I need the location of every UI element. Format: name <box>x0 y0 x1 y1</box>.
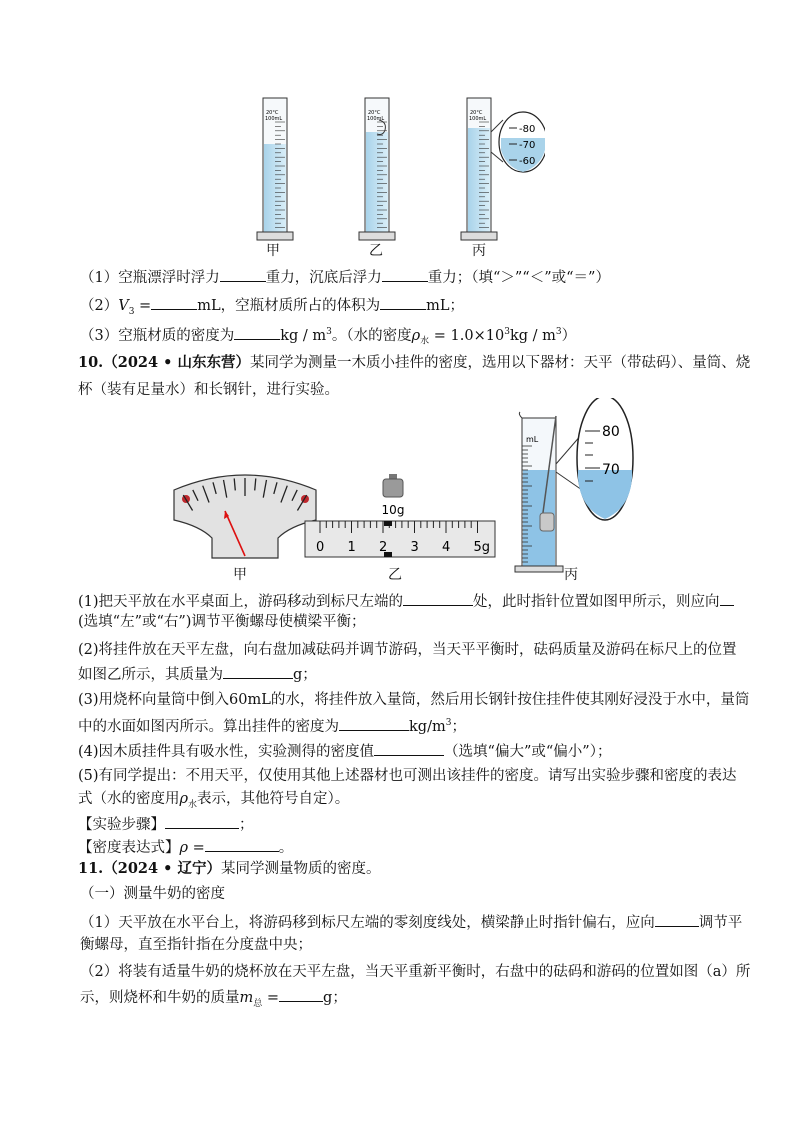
sup: 3 <box>445 718 452 728</box>
value: = 1.0×10 <box>429 327 505 344</box>
paren: ） <box>561 327 577 344</box>
q9-part3-text: （3）空瓶材质的密度为 <box>80 327 235 344</box>
symbol-v: V <box>118 298 129 314</box>
q9-part1-text: （1）空瓶漂浮时浮力 <box>80 270 220 286</box>
symbol-sub: 3 <box>128 306 135 317</box>
q11-part1 <box>80 911 742 933</box>
figure-caption-bing: 丙 <box>472 243 486 259</box>
equals: = <box>134 298 152 314</box>
cylinder-volume-label: 100mL <box>469 116 487 122</box>
answer-blank[interactable] <box>720 590 734 606</box>
answer-blank[interactable] <box>279 986 323 1002</box>
symbol-m: m <box>239 990 254 1006</box>
answer-blank[interactable] <box>403 590 473 606</box>
cylinder-temp-label: 20°C <box>266 110 279 116</box>
question-number: 10. <box>78 354 104 371</box>
text: (1)把天平放在水平桌面上，游码移动到标尺左端的 <box>78 594 404 610</box>
text: ； <box>451 718 466 735</box>
q9-part1 <box>80 266 610 288</box>
ruler-label: 4 <box>442 540 451 555</box>
question-source: （2024 • 山东东营） <box>103 354 250 371</box>
figure-caption-yi: 乙 <box>369 243 383 259</box>
q11-part2-cont <box>80 986 347 1014</box>
unit: kg / m <box>280 327 327 344</box>
sub: 水 <box>188 799 198 810</box>
q10-stem-line1 <box>78 353 750 373</box>
text: g； <box>293 667 317 683</box>
q10-part2: (2)将挂件放在天平左盘，向右盘加减砝码并调节游码，当天平平衡时，砝码质量及游码在标尺上的位置 <box>78 642 737 658</box>
sub: 水 <box>420 336 430 347</box>
cylinders-figure <box>255 92 545 262</box>
figure-caption-jia: 甲 <box>266 243 280 259</box>
q10-caption-bing: 丙 <box>564 567 578 583</box>
zoom-70: 70 <box>602 462 620 478</box>
question-number: 11. <box>78 860 104 877</box>
symbol-rho: ρ <box>179 840 189 856</box>
q10-stem: 某同学为测量一木质小挂件的密度，选用以下器材：天平（带砝码）、量筒、烧 <box>249 355 751 371</box>
ruler-label: 3 <box>410 540 419 555</box>
q9-part2-text: mL，空瓶材质所占的体积为 <box>197 298 381 314</box>
text: 【实验步骤】 <box>78 817 165 833</box>
zoom-label: -80 <box>519 124 536 135</box>
zoom-circle <box>491 112 545 172</box>
graduated-cylinder <box>257 98 293 240</box>
cylinder-volume-label: 100mL <box>265 116 283 122</box>
text: 。 <box>278 840 294 856</box>
q11-section: （一）测量牛奶的密度 <box>80 886 225 902</box>
q10-part1 <box>78 590 734 612</box>
q10-part5-cont <box>78 789 349 815</box>
q10-steps <box>78 813 254 835</box>
q11-part2: （2）将装有适量牛奶的烧杯放在天平左盘，当天平重新平衡时，右盘中的砝码和游码的位置如图（a）所 <box>80 964 751 980</box>
unit: kg / m <box>509 327 556 344</box>
q10-part5: (5)有同学提出：不用天平，仅使用其他上述器材也可测出该挂件的密度。请写出实验步骤和密度的表达 <box>78 768 737 784</box>
equals: = <box>262 990 280 1006</box>
text: kg/m <box>409 718 446 735</box>
answer-blank[interactable] <box>234 324 280 340</box>
answer-blank[interactable] <box>380 294 426 310</box>
weight-label: 10g <box>381 503 405 517</box>
text: g； <box>323 990 347 1006</box>
q10-stem-line2: 杯（装有足量水）和长钢针，进行实验。 <box>78 382 339 398</box>
sup: 3 <box>504 327 510 337</box>
text: （1）天平放在水平台上，将游码移到标尺左端的零刻度线处，横梁静止时指针偏右，应向 <box>80 915 655 931</box>
text: 【密度表达式】 <box>78 840 180 856</box>
q11-title: 某同学测量物质的密度。 <box>220 861 381 877</box>
sub: 总 <box>253 998 263 1009</box>
q10-part3-cont <box>78 713 466 737</box>
rider-ruler <box>305 521 495 557</box>
symbol-rho: ρ <box>179 791 189 807</box>
answer-blank[interactable] <box>339 715 409 731</box>
ruler-label: 1 <box>347 540 356 555</box>
zoom-label: -70 <box>519 140 536 151</box>
ruler-label: 5g <box>473 540 491 555</box>
q9-part2-num: （2） <box>80 298 119 314</box>
q10-part1-cont: (选填“左”或“右”)调节平衡螺母使横梁平衡； <box>78 614 366 630</box>
answer-blank[interactable] <box>205 836 279 852</box>
cylinder-temp-label: 20°C <box>368 110 381 116</box>
q10-part3: (3)用烧杯向量筒中倒入60mL的水，将挂件放入量筒，然后用长钢针按住挂件使其刚好浸没于水中，量筒 <box>78 692 750 708</box>
text: 表示，其他符号自定）。 <box>197 791 350 807</box>
q10-part4 <box>78 740 611 762</box>
ruler-label: 2 <box>379 540 388 555</box>
q9-part1-text-b: 重力，沉底后浮力 <box>265 270 382 286</box>
text: ； <box>239 817 254 833</box>
answer-blank[interactable] <box>382 266 428 282</box>
answer-blank[interactable] <box>223 663 293 679</box>
sup: 3 <box>555 327 562 337</box>
q10-figure <box>160 398 640 588</box>
answer-blank[interactable] <box>220 266 266 282</box>
zoom-80: 80 <box>602 424 620 440</box>
sup: 3 <box>326 327 332 337</box>
text: (4)因木质挂件具有吸水性，实验测得的密度值 <box>78 744 375 760</box>
answer-blank[interactable] <box>374 740 444 756</box>
text: 式（水的密度用 <box>78 791 180 807</box>
zoom-label: -60 <box>519 156 536 167</box>
q10-caption-jia: 甲 <box>233 567 247 583</box>
answer-blank[interactable] <box>655 911 699 927</box>
graduated-cylinder <box>359 98 395 240</box>
q11-part1-cont: 衡螺母，直至指针指在分度盘中央； <box>80 937 312 953</box>
cylinder-volume-label: 100mL <box>367 116 385 122</box>
text: 示，则烧杯和牛奶的质量 <box>80 990 240 1006</box>
q9-part3 <box>80 322 576 352</box>
cylinder-temp-label: 20°C <box>470 110 483 116</box>
weight-10g <box>382 474 405 517</box>
graduated-cylinder <box>461 98 497 240</box>
question-source: （2024 • 辽宁） <box>103 860 221 877</box>
text: 中的水面如图丙所示。算出挂件的密度为 <box>78 718 339 735</box>
cyl-unit: mL <box>526 435 539 444</box>
q9-part2 <box>80 294 464 322</box>
cylinder-with-pendant <box>515 398 633 572</box>
symbol-rho: ρ <box>411 327 421 344</box>
ruler-label: 0 <box>316 540 325 555</box>
balance-dial <box>174 475 316 558</box>
text: 如图乙所示，其质量为 <box>78 667 223 683</box>
text: 处，此时指针位置如图甲所示，则应向 <box>473 594 720 610</box>
q9-part3-text-b: 。（水的密度 <box>331 327 412 344</box>
text: 调节平 <box>698 915 743 931</box>
q9-part2-end: mL； <box>426 298 464 314</box>
q10-caption-yi: 乙 <box>388 567 402 583</box>
equals: = <box>188 840 205 856</box>
answer-blank[interactable] <box>151 294 197 310</box>
q11-stem <box>78 859 380 879</box>
q10-part2-cont <box>78 663 317 685</box>
q10-formula <box>78 836 293 858</box>
q9-part1-text-c: 重力；（填“＞”“＜”或“＝”） <box>427 270 610 286</box>
answer-blank[interactable] <box>165 813 239 829</box>
text: （选填“偏大”或“偏小”）； <box>444 744 612 760</box>
